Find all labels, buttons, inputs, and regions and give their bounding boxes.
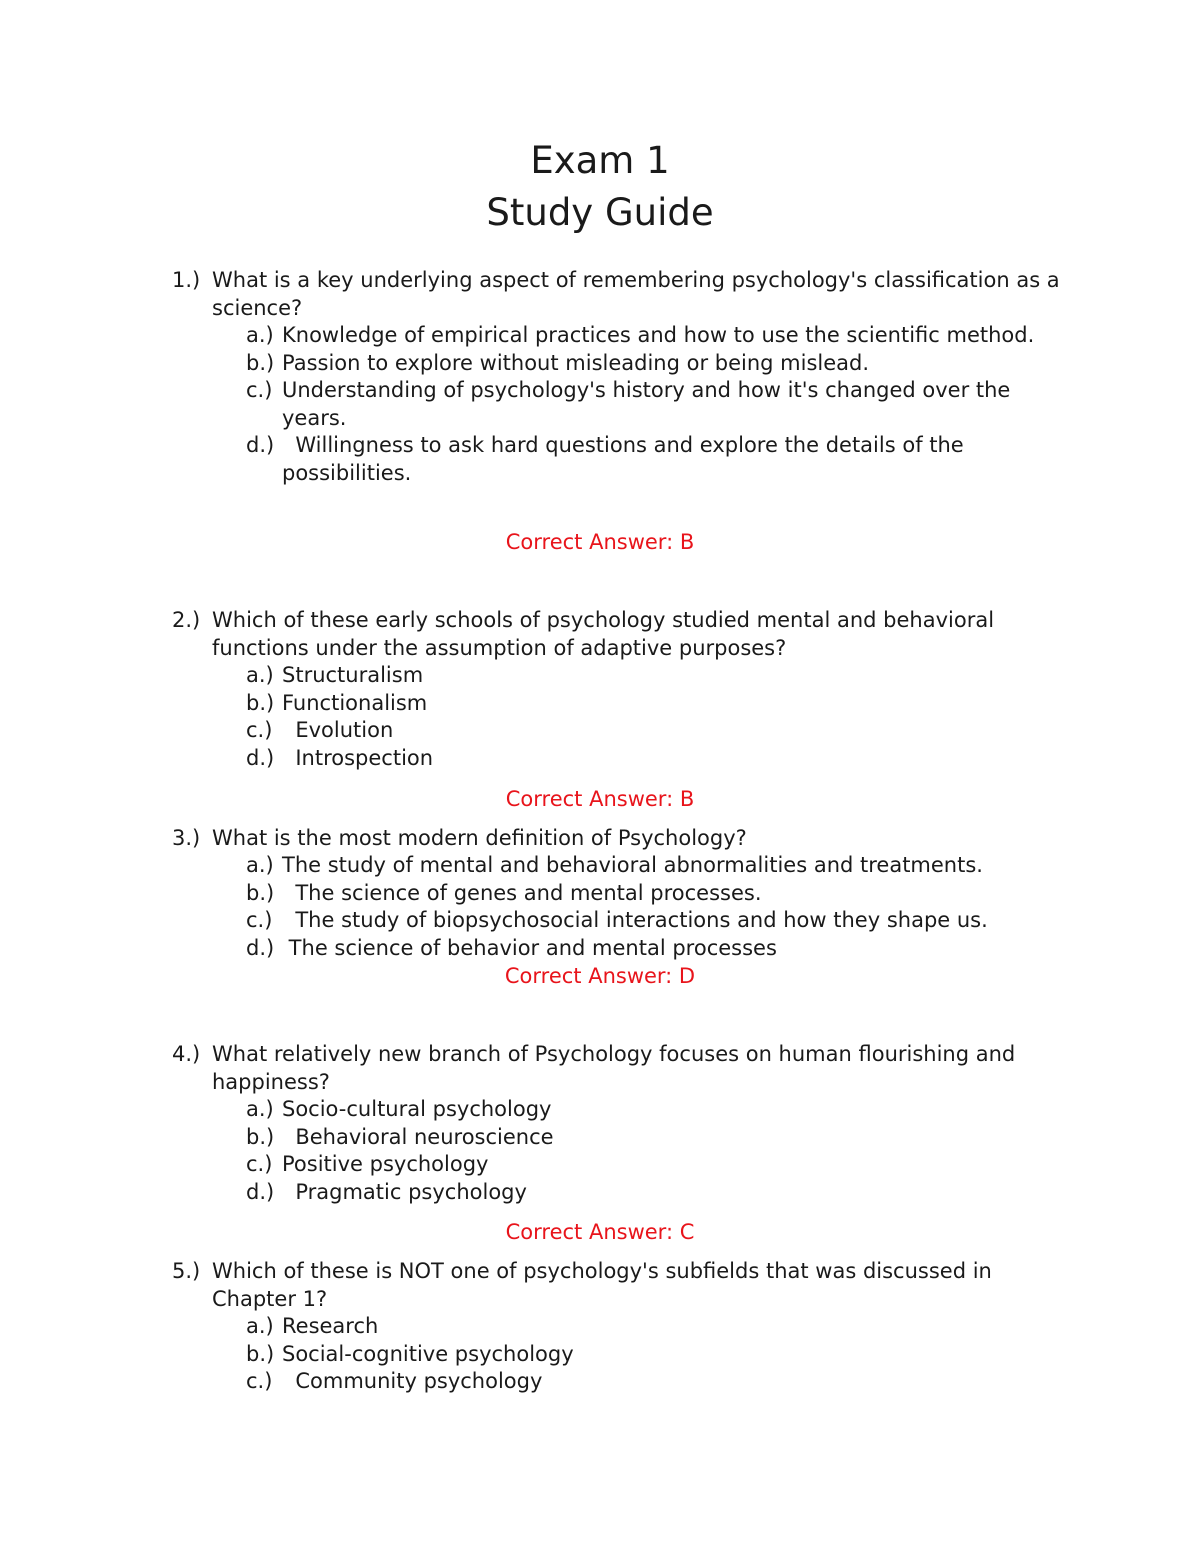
option-letter: c.) — [246, 718, 273, 742]
option-letter: b.) — [246, 1124, 275, 1149]
option-letter: c.) — [246, 908, 273, 932]
option-list — [172, 1313, 1072, 1396]
page-title-line-1: Exam 1 — [530, 139, 670, 182]
option-d — [246, 935, 1072, 963]
option-text: Social-cognitive psychology — [282, 1341, 574, 1366]
option-a — [246, 852, 1072, 880]
option-c — [246, 907, 1072, 935]
correct-answer-3: Correct Answer: D — [504, 964, 696, 988]
option-letter: a.) — [246, 323, 274, 347]
option-text: Introspection — [282, 745, 434, 770]
option-text: Research — [282, 1314, 379, 1338]
question-number: 1.) — [172, 268, 201, 292]
correct-answer-1: Correct Answer: B — [505, 530, 695, 554]
option-letter: b.) — [246, 880, 275, 905]
option-letter: d.) — [246, 745, 275, 770]
option-letter: d.) — [246, 433, 275, 457]
correct-answer-2: Correct Answer: B — [505, 787, 695, 811]
option-text: Knowledge of empirical practices and how to use the scientific method. — [282, 323, 1035, 347]
option-letter: a.) — [246, 1097, 274, 1121]
option-letter: d.) — [246, 935, 275, 960]
option-letter: c.) — [246, 1369, 273, 1393]
option-b — [246, 880, 1072, 908]
option-list — [172, 662, 1072, 772]
question-text: What is the most modern definition of Psychology? — [212, 826, 747, 850]
question-2 — [172, 606, 1072, 772]
option-text: Understanding of psychology's history and how it's changed over the years. — [282, 378, 1011, 430]
option-text: Behavioral neuroscience — [282, 1124, 554, 1149]
option-b — [246, 1124, 1072, 1152]
option-letter: c.) — [246, 378, 273, 402]
option-a — [246, 1313, 1072, 1341]
option-letter: d.) — [246, 1179, 275, 1204]
option-c — [246, 717, 1072, 745]
question-4 — [172, 1040, 1072, 1206]
option-text: Socio-cultural psychology — [282, 1097, 552, 1121]
option-text: Functionalism — [282, 690, 428, 715]
option-d — [246, 745, 1072, 773]
option-text: The science of behavior and mental processes — [282, 935, 777, 960]
option-letter: b.) — [246, 690, 275, 715]
option-text: Willingness to ask hard questions and explore the details of the possibilities. — [282, 433, 971, 485]
question-number: 5.) — [172, 1259, 201, 1283]
option-text: Evolution — [282, 718, 394, 742]
option-text: Passion to explore without misleading or being mislead. — [282, 350, 870, 375]
question-1 — [172, 266, 1072, 487]
option-d — [246, 432, 1072, 487]
option-text: Pragmatic psychology — [282, 1179, 527, 1204]
question-3 — [172, 824, 1072, 962]
option-a — [246, 322, 1072, 350]
option-c — [246, 377, 1072, 432]
correct-answer-4: Correct Answer: C — [505, 1220, 695, 1244]
option-c — [246, 1368, 1072, 1396]
option-c — [246, 1151, 1072, 1179]
question-text: What relatively new branch of Psychology focuses on human flourishing and happiness? — [212, 1042, 1016, 1094]
option-letter: b.) — [246, 1341, 275, 1366]
option-list — [172, 852, 1072, 962]
question-text: Which of these early schools of psychology studied mental and behavioral functions under the assumption of adaptive purposes? — [212, 608, 995, 660]
option-text: The study of mental and behavioral abnormalities and treatments. — [282, 853, 983, 877]
question-5 — [172, 1257, 1072, 1396]
question-number: 4.) — [172, 1042, 201, 1066]
option-d — [246, 1179, 1072, 1207]
question-number: 3.) — [172, 826, 201, 850]
option-list — [172, 322, 1072, 487]
option-text: Positive psychology — [282, 1152, 489, 1176]
option-text: Community psychology — [282, 1369, 543, 1393]
option-letter: a.) — [246, 853, 274, 877]
option-b — [246, 1341, 1072, 1369]
page-title-line-2: Study Guide — [486, 191, 714, 234]
question-text: What is a key underlying aspect of remembering psychology's classification as a science? — [212, 268, 1060, 320]
option-letter: c.) — [246, 1152, 273, 1176]
option-a — [246, 1096, 1072, 1124]
option-b — [246, 350, 1072, 378]
option-list — [172, 1096, 1072, 1206]
question-number: 2.) — [172, 608, 201, 632]
option-b — [246, 690, 1072, 718]
option-letter: a.) — [246, 1314, 274, 1338]
option-text: Structuralism — [282, 663, 424, 687]
option-letter: a.) — [246, 663, 274, 687]
option-text: The science of genes and mental processes. — [282, 880, 762, 905]
option-text: The study of biopsychosocial interactions and how they shape us. — [282, 908, 988, 932]
option-a — [246, 662, 1072, 690]
question-text: Which of these is NOT one of psychology's subfields that was discussed in Chapter 1? — [212, 1259, 992, 1311]
option-letter: b.) — [246, 350, 275, 375]
